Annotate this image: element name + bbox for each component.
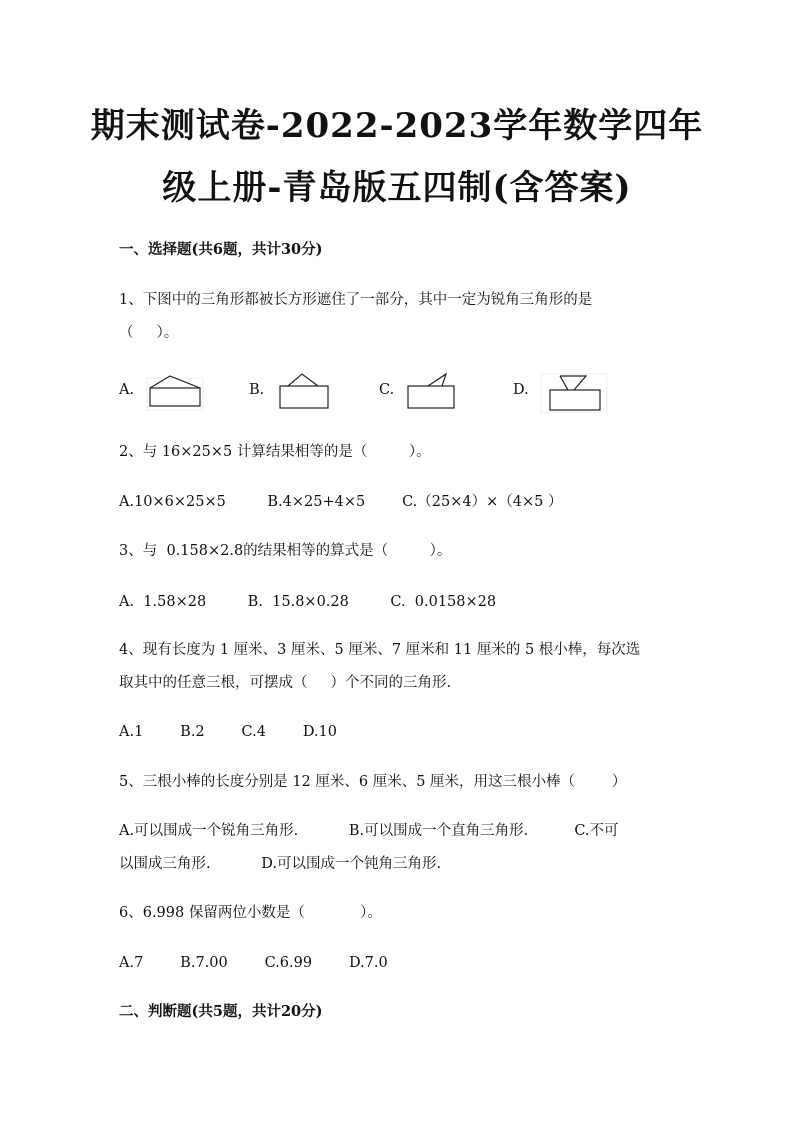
q5-stem: 5、三根小棒的长度分别是 12 厘米、6 厘米、5 厘米，用这三根小棒（ ） [119,774,627,790]
q1-option-a-label: A. [119,382,135,398]
page-title-line2: 级上册-青岛版五四制(含答案) [162,168,632,208]
q1-option-b-label: B. [249,382,265,398]
q1-option-c-label: C. [379,382,395,398]
section1-heading: 一、选择题(共6题，共计30分) [119,241,323,258]
q5-options-line2: 以围成三角形. D.可以围成一个钝角三角形. [119,856,442,872]
q6-stem: 6、6.998 保留两位小数是（ ）。 [119,905,382,921]
q1-option-d-label: D. [513,382,529,398]
q2-options: A.10×6×25×5 B.4×25+4×5 C.（25×4）×（4×5 ） [119,494,563,510]
q3-stem: 3、与 0.158×2.8的结果相等的算式是（ ）。 [119,543,452,559]
q3-options: A. 1.58×28 B. 15.8×0.28 C. 0.0158×28 [119,594,497,610]
q4-stem-line1: 4、现有长度为 1 厘米、3 厘米、5 厘米、7 厘米和 11 厘米的 5 根小棒，每次选 [119,642,641,658]
q1-option-a-figure [146,372,204,412]
q4-stem-line2: 取其中的任意三根，可摆成（ ）个不同的三角形. [119,675,452,691]
q1-option-b-figure [274,372,334,412]
q1-stem-line1: 1、下图中的三角形都被长方形遮住了一部分，其中一定为锐角三角形的是 [119,292,593,308]
page-title-line1: 期末测试卷-2022-2023学年数学四年 [90,106,704,146]
q2-stem: 2、与 16×25×5 计算结果相等的是（ ）。 [119,444,431,460]
q4-options: A.1 B.2 C.4 D.10 [119,724,337,740]
section2-heading: 二、判断题(共5题，共计20分) [119,1003,323,1020]
q6-options: A.7 B.7.00 C.6.99 D.7.0 [119,955,388,971]
q1-stem-line2: （ ）。 [119,325,179,341]
q1-option-c-figure [402,372,462,412]
q5-options-line1: A.可以围成一个锐角三角形. B.可以围成一个直角三角形. C.不可 [119,823,619,839]
q1-option-d-figure [540,372,610,412]
